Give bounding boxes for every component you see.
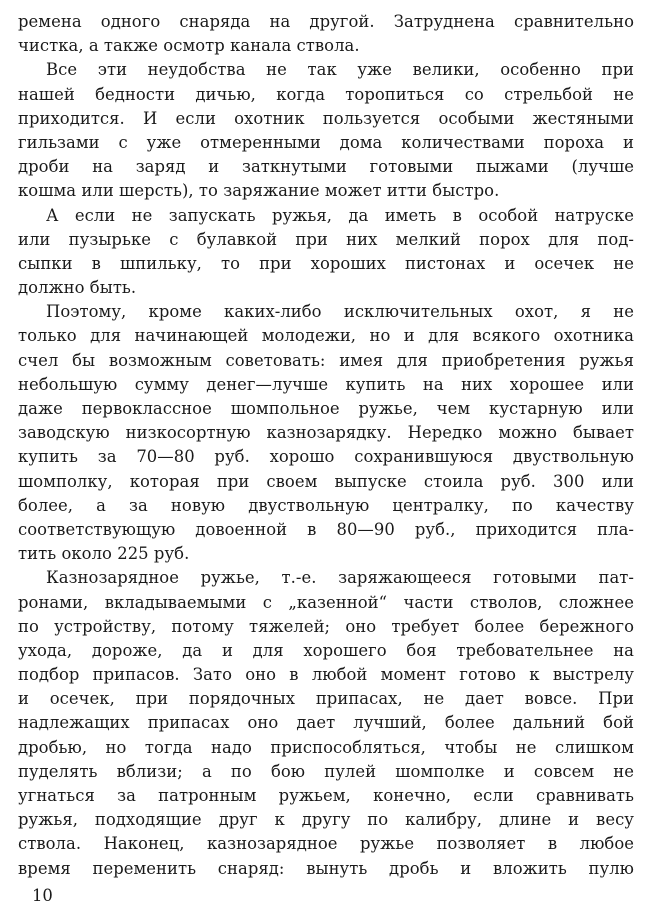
text-line: ружья, подходящие друг к другу по калибру, длине и весу [18,810,634,830]
text-line: время переменить снаряд: вынуть дробь и вложить пулю [18,858,634,878]
text-line: угнаться за патронным ружьем, конечно, если сравнивать [18,786,634,805]
text-line: ствола. Наконец, казнозарядное ружье позволяет в любое [18,834,634,854]
text-line: приходится. И если охотник пользуется особыми жестяными [18,108,634,128]
text-line: дробью, но тогда надо приспособляться, чтобы не слишком [18,737,634,757]
text-line: по устройству, потому тяжелей; оно требует более бережного [18,616,634,636]
text-line: нашей бедности дичью, когда торопиться со стрельбой не [18,84,634,104]
text-line: шомполку, которая при своем выпуске стоила руб. 300 или [18,471,634,491]
text-line: купить за 70—80 руб. хорошо сохранившуюся двуствольную [18,447,634,467]
text-line: счел бы возможным советовать: имея для приобретения ружья [18,350,634,370]
text-line: гильзами с уже отмеренными дома количествами пороха и [18,132,634,152]
text-line: чистка, а также осмотр канала ствола. [18,36,360,56]
text-line: должно быть. [18,278,137,298]
page-body [18,10,634,881]
text-line: дроби на заряд и заткнутыми готовыми пыжами (лучше [18,157,634,177]
text-line: только для начинающей молодежи, но и для всякого охотника [18,326,634,346]
text-line: ремена одного снаряда на другой. Затруднена сравнительно [18,12,634,31]
text-line: сыпки в шпильку, то при хороших пистонах и осечек не [18,253,634,273]
text-line: более, а за новую двуствольную централку, по качеству [18,495,634,515]
text-line: надлежащих припасах оно дает лучший, более дальний бой [18,713,634,733]
text-line: А если не запускать ружья, да иметь в особой натруске [46,205,634,225]
text-line: пуделять вблизи; а по бою пулей шомполке и совсем не [18,761,634,781]
page-number: 10 [32,886,53,905]
text-line: заводскую низкосортную казнозарядку. Нередко можно бывает [18,423,634,443]
text-line: кошма или шерсть), то заряжание может итти быстро. [18,181,500,201]
text-line: или пузырьке с булавкой при них мелкий порох для под- [18,229,634,249]
text-line: соответствующую довоенной в 80—90 руб., приходится пла- [18,519,634,539]
text-line: ронами, вкладываемыми с „казенной“ части стволов, сложнее [18,592,634,612]
text-line: небольшую сумму денег—лучше купить на них хорошее или [18,374,634,394]
text-line: ухода, дороже, да и для хорошего боя требовательнее на [18,640,634,660]
text-line: Поэтому, кроме каких-либо исключительных охот, я не [46,302,634,322]
text-line: даже первоклассное шомпольное ружье, чем кустарную или [18,399,634,418]
text-line: Все эти неудобства не так уже велики, особенно при [46,60,634,80]
text-line: и осечек, при порядочных припасах, не дает вовсе. При [18,689,634,709]
text-line: подбор припасов. Зато оно в любой момент готово к выстрелу [18,665,634,685]
text-line: тить около 225 руб. [18,544,190,564]
text-line: Казнозарядное ружье, т.-е. заряжающееся готовыми пат- [46,568,634,588]
